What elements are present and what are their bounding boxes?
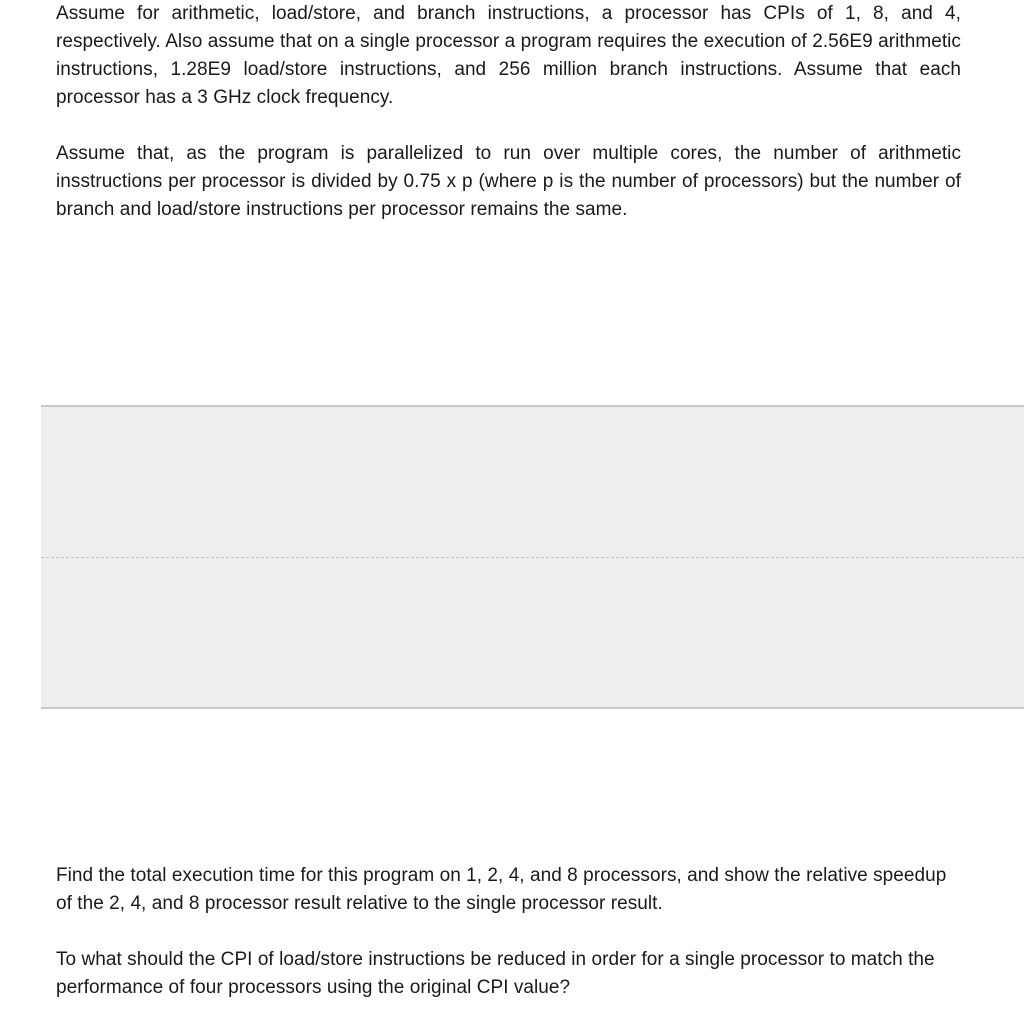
blank-content-panel <box>41 405 1024 709</box>
question-cpi-reduction: To what should the CPI of load/store instructions be reduced in order for a single processor to match the performance of four processors using the original CPI value? <box>56 949 935 998</box>
question-execution-time: Find the total execution time for this program on 1, 2, 4, and 8 processors, and show the relative speedup of the 2, 4, and 8 processor result relative to the single processor result. <box>56 865 947 914</box>
dashed-divider <box>41 557 1024 558</box>
intro-paragraph: Assume for arithmetic, load/store, and branch instructions, a processor has CPIs of 1, 8, and 4, respectively. Also assume that on a single processor a program requires the execution of 2.56E9 arithmetic instructions, 1.28E9 load/store instructions, and 256 million branch instructions. Assume that each processor has a 3 GHz clock frequency. <box>56 3 961 108</box>
parallelization-paragraph: Assume that, as the program is parallelized to run over multiple cores, the number of arithmetic insstructions per processor is divided by 0.75 x p (where p is the number of processors) but the number of branch and load/store instructions per processor remains the same. <box>56 143 961 220</box>
